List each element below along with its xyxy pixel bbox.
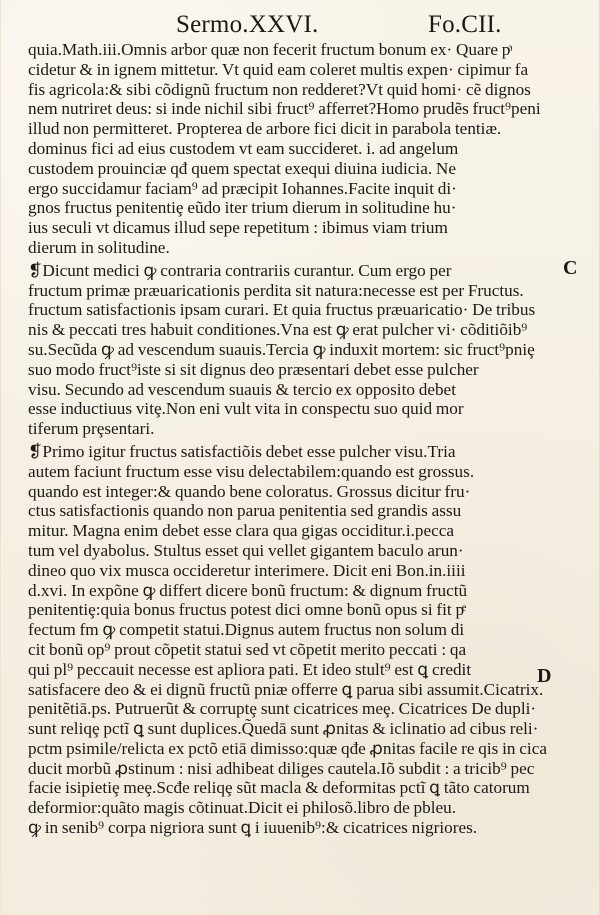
text-line: cidetur & in ignem mittetur. Vt quid eam coleret multis expen· cipimur fa xyxy=(28,59,529,79)
folio-number: Fo.CII. xyxy=(428,11,502,38)
text-line: su.Secũda ꝙ ad vescendum suauis.Tercia ꝙ induxit mortem: sic fruct⁹pniȩ xyxy=(28,339,535,359)
text-line: satisfacere deo & ei dignũ fructũ pniæ offerre ꝗ parua sibi assumit.Cicatrix. xyxy=(28,679,544,699)
text-line: facie isipietiȩ meȩ.Scđe reliqȩ sũt macla & deformitas pctĩ ꝗ tãto catorum xyxy=(28,778,530,798)
text-line: tum vel dyabolus. Stultus esset qui vellet gigantem baculo arun· xyxy=(28,540,464,560)
margin-letter-d: D xyxy=(537,665,552,687)
text-line: mitur. Magna enim debet esse clara qua gigas occiditur.i.pecca xyxy=(28,521,455,541)
text-line: ius seculi vt dicamus illud sepe repetitum : ibimus viam trium xyxy=(28,218,448,238)
text-line: illud non permitteret. Propterea de arbore fici dicit in parabola tentiæ. xyxy=(28,119,502,139)
text-line: fis agricola:& sibi cõdignũ fructum non redderet?Vt quid homi· cẽ dignos xyxy=(28,79,531,99)
text-line: dierum in solitudine. xyxy=(28,237,170,257)
text-line: ergo succidamur faciam⁹ ad præcipit Iohannes.Facite inquit di· xyxy=(28,178,457,198)
text-line: fructum primæ præuaricationis perdita sit natura:necesse est per Fructus. xyxy=(28,280,524,300)
text-line: ❡Dicunt medici ꝙ contraria contrariis curantur. Cum ergo per xyxy=(28,260,452,280)
text-line: quando est integer:& quando bene coloratus. Grossus dicitur fru· xyxy=(28,481,471,501)
text-line: autem faciunt fructum esse visu delectabilem:quando est grossus. xyxy=(28,461,475,481)
text-line: penitentiȩ:quia bonus fructus potest dici omne bonũ opus si fit pͤ xyxy=(28,600,465,620)
sermon-title: Sermo.XXVI. xyxy=(176,11,319,38)
text-line: nem nutriret deus: si inde nichil sibi fruct⁹ afferret?Homo prudẽs fruct⁹peni xyxy=(28,99,541,119)
text-line: fructum satisfactionis ipsam curari. Et quia fructus præuaricatio· De tribus xyxy=(28,300,536,320)
running-header xyxy=(1,8,599,42)
text-line: penitẽtiā.ps. Putruerũt & corruptȩ sunt cicatrices meȩ. Cicatrices De dupli· xyxy=(28,699,537,719)
text-line: esse inductiuus vitȩ.Non eni vult vita in conspectu suo quid mor xyxy=(28,399,464,419)
text-line: ꝙ in senib⁹ corpa nigriora sunt ꝗ i iuuenib⁹:& cicatrices nigriores. xyxy=(28,818,478,838)
text-line: deformior:quãto magis cõtinuat.Dicit ei philosõ.libro de pbleu. xyxy=(28,798,457,818)
text-line: qui pl⁹ peccauit necesse est apliora pati. Et ideo stult⁹ est ꝗ credit xyxy=(28,659,472,679)
text-line: pctm psimile/relicta ex pctõ etiā dimisso:quæ qđe ꝓnitas facile re qis in cica xyxy=(28,738,547,758)
text-line: ctus satisfactionis quando non parua penitentia sed grandis assu xyxy=(28,501,462,521)
text-line: nis & peccati tres habuit conditiones.Vna est ꝙ erat pulcher vi· cõditiõib⁹ xyxy=(28,320,528,340)
text-line: dominus fici ad eius custodem vt eam succideret. i. ad angelum xyxy=(28,138,459,158)
text-line: gnos fructus penitentiȩ eũdo iter trium dierum in solitudine hu· xyxy=(28,198,457,218)
text-line: fectum fm ꝙ competit statui.Dignus autem fructus non solum di xyxy=(28,620,465,640)
text-line: suo modo fruct⁹iste si sit dignus deo præsentari debet esse pulcher xyxy=(28,359,479,379)
text-line: ducit morbũ ꝓstinum : nisi adhibeat diliges cautela.Iõ subdit : a tricib⁹ pec xyxy=(28,758,535,778)
margin-letter-c: C xyxy=(563,257,578,279)
text-line: dineo quo vix musca occideretur interimere. Dicit eni Bon.in.iiii xyxy=(28,560,466,580)
text-line: custodem prouinciæ qđ quem spectat exequi diuina iudicia. Ne xyxy=(28,158,456,178)
text-line: cit bonũ op⁹ prout cõpetit statui sed vt cõpetit merito peccati : qa xyxy=(28,639,467,659)
text-line: sunt reliqȩ pctĩ ꝗ sunt duplices.Q̃uedā sunt ꝓnitas & iclinatio ad cibus reli· xyxy=(28,719,539,739)
text-line: ❡Primo igitur fructus satisfactiõis debet esse pulcher visu.Tria xyxy=(28,441,456,461)
text-line: d.xvi. In expõne ꝙ differt dicere bonũ fructum: & dignum fructũ xyxy=(28,580,468,600)
text-line: visu. Secundo ad vescendum suauis & tercio ex opposito debet xyxy=(28,379,456,399)
body-text xyxy=(28,40,576,838)
text-line: quia.Math.iii.Omnis arbor quæ non fecerit fructum bonum ex· Quare pͣ xyxy=(28,40,511,59)
text-line: tiferum prȩsentari. xyxy=(28,419,155,439)
